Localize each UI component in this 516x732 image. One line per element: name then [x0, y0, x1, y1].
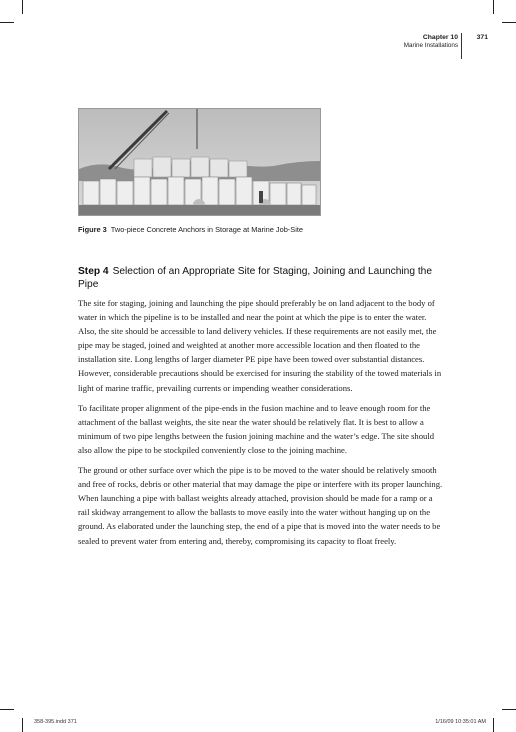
concrete-anchors-photo — [79, 109, 320, 215]
paragraph: To facilitate proper alignment of the pipe-ends in the fusion machine and to leave enough room for the attachment of the ballast weights, the site near the water should be relatively flat. It is best to allow a minimum of two pipe lengths between the fusion joining machine and the water’s edge. The site should also allow the pipe to be stockpiled conveniently close to the joining machine. — [78, 402, 435, 455]
header-divider — [461, 33, 462, 59]
figure-caption — [78, 225, 303, 234]
step-heading — [78, 265, 438, 291]
figure-caption-text: Two-piece Concrete Anchors in Storage at Marine Job-Site — [110, 225, 304, 234]
slug-file: 358-395.indd 371 — [34, 719, 77, 725]
running-header — [404, 34, 458, 49]
section-label: Marine Installations — [403, 42, 458, 49]
crop-mark — [493, 0, 494, 14]
figure-photo — [78, 108, 321, 216]
figure-label: Figure 3 — [78, 225, 107, 234]
crop-mark — [0, 709, 14, 710]
slug-timestamp: 1/16/09 10:35:01 AM — [435, 719, 486, 725]
page-number: 371 — [476, 34, 488, 41]
crop-mark — [22, 0, 23, 14]
crop-mark — [502, 22, 516, 23]
crop-mark — [493, 718, 494, 732]
body-text — [78, 296, 444, 554]
crop-mark — [0, 22, 14, 23]
paragraph: The site for staging, joining and launching the pipe should preferably be on land adjacent to the body of water in which the pipeline is to be installed and near the point at which the pipe is to enter the water. Also, the site should be accessible to land delivery vehicles. If these requirements are not easily met, the pipe may be staged, joined and weighted at another more accessible location and then floated to the installation site. Long lengths of larger diameter PE pipe have been towed over substantial distances. However, considerable precautions should be exercised for insuring the stability of the towed materials in light of marine traffic, prevailing currents or impending weather considerations. — [78, 298, 442, 393]
step-label: Step 4 — [78, 266, 109, 277]
crop-mark — [22, 718, 23, 732]
crop-mark — [502, 709, 516, 710]
chapter-label: Chapter 10 — [422, 34, 458, 41]
step-title: Selection of an Appropriate Site for Staging, Joining and Launching the Pipe — [78, 266, 433, 290]
paragraph: The ground or other surface over which the pipe is to be moved to the water should be relatively smooth and free of rocks, debris or other material that may damage the pipe or interfere with its proper launching. When launching a pipe with ballast weights already attached, provision should be made for a ramp or a rail skidway arrangement to allow the ballasts to move easily into the water without hanging up on the ground. As elaborated under the launching step, the end of a pipe that is moved into the water needs to be sealed to prevent water from entering and, thereby, compromising its capacity to float freely. — [78, 465, 443, 546]
